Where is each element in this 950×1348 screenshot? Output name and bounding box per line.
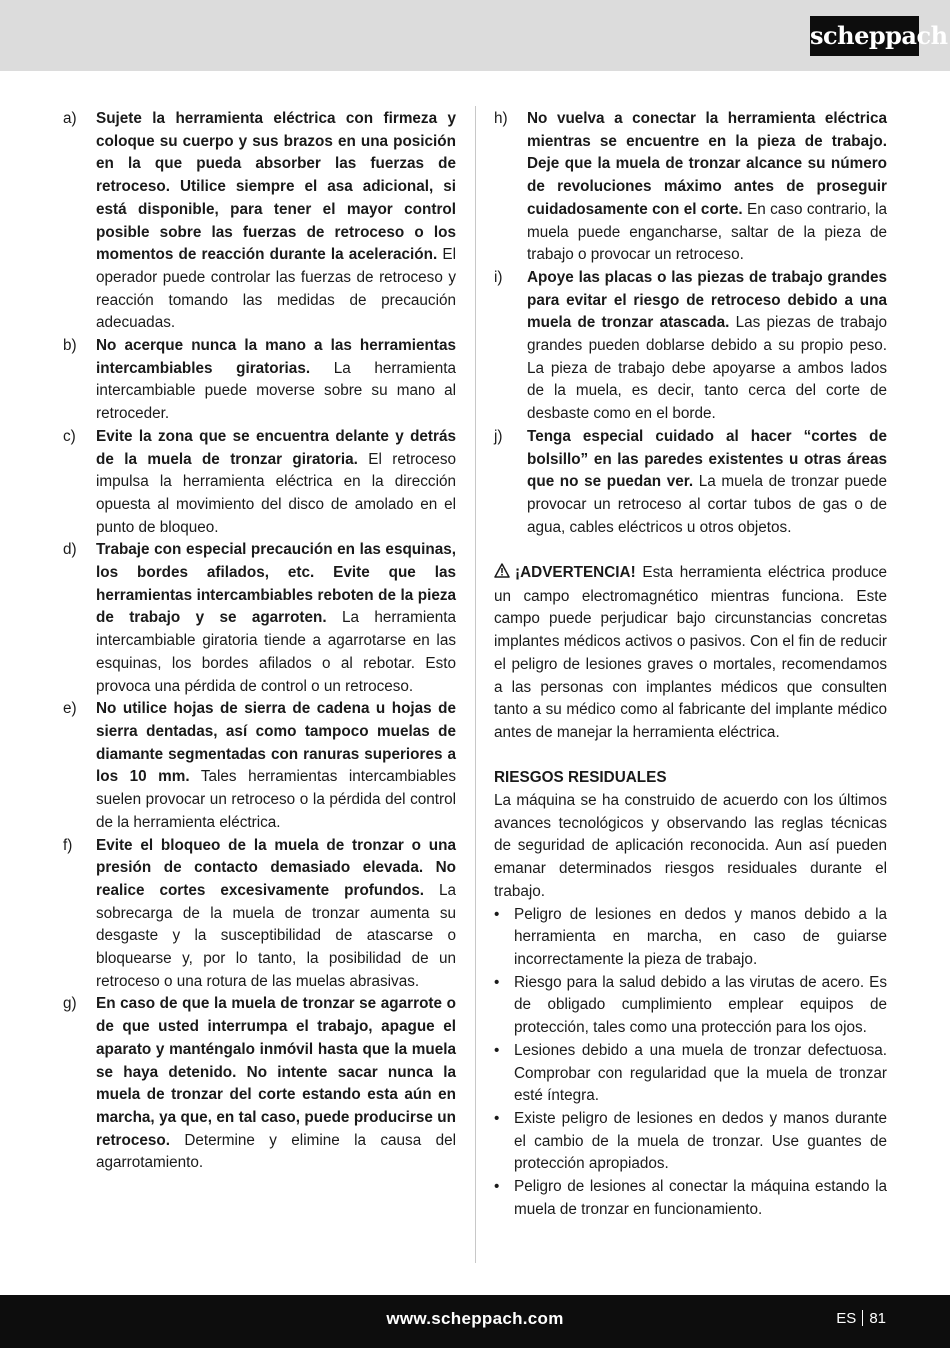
right-column: [494, 108, 887, 1221]
list-item: [63, 835, 456, 994]
item-label: e): [63, 700, 77, 718]
item-label: d): [63, 541, 77, 559]
warning-title: ¡ADVERTENCIA!: [515, 564, 636, 582]
bullet-text: Peligro de lesiones en dedos y manos debido a la herramienta en marcha, en caso de guiarse incorrectamente la pieza de trabajo.: [514, 905, 887, 968]
item-bold-text: Evite el bloqueo de la muela de tronzar o una presión de contacto demasiado elevada. No realice cortes excesivamente profundos.: [96, 836, 456, 899]
item-bold-text: Trabaje con especial precaución en las esquinas, los bordes afilados, etc. Evite que las herramientas intercambiables reboten de la pieza de trabajo y se agarroten.: [96, 541, 456, 627]
language-code: ES: [836, 1310, 857, 1327]
bullet-item: [494, 1108, 887, 1176]
residual-intro: La máquina se ha construido de acuerdo con los últimos avances tecnológicos y observando las reglas técnicas de seguridad de aplicación reconocida. Aun así pueden emanar determinados riesgos residuales durante el trabajo.: [494, 792, 887, 900]
left-column: [63, 108, 456, 1175]
item-text: El operador puede controlar las fuerzas de retroceso y reacción tomando las medidas de precaución adecuadas.: [96, 246, 456, 332]
page-number: 81: [869, 1310, 886, 1327]
bullet-text: Lesiones debido a una muela de tronzar defectuosa. Comprobar con regularidad que la muela de tronzar esté íntegra.: [514, 1041, 887, 1105]
item-label: c): [63, 427, 76, 445]
item-label: j): [494, 427, 503, 445]
list-item: [63, 539, 456, 698]
list-item: [63, 335, 456, 426]
list-item: [494, 426, 887, 540]
item-bold-text: No utilice hojas de sierra de cadena u hojas de sierra dentadas, así como tampoco muelas de diamante segmentadas con ranuras superiores a los 10 mm.: [96, 700, 456, 786]
item-bold-text: Apoye las placas o las piezas de trabajo grandes para evitar el riesgo de retroceso debido a una muela de tronzar atascada.: [527, 268, 887, 332]
bullet-dot-icon: •: [494, 1041, 500, 1059]
item-text: La herramienta intercambiable puede moverse sobre su mano al retroceder.: [96, 359, 456, 423]
list-item: [63, 698, 456, 834]
warning-paragraph: [494, 562, 887, 745]
item-bold-text: En caso de que la muela de tronzar se agarrote o de que usted interrumpa el trabajo, apague el aparato y manténgalo inmóvil hasta que la muela se haya detenido. No intente sacar nunca la muela de tronzar del corte estando esta aún en marcha, ya que, en tal caso, puede producirse un retroceso.: [96, 995, 456, 1149]
list-item: [494, 108, 887, 267]
item-text: La muela de tronzar puede provocar un retroceso al cortar tubos de gas o de agua, cables eléctricos u otros objetos.: [527, 473, 887, 536]
bullet-item: [494, 1176, 887, 1221]
item-label: a): [63, 110, 77, 127]
item-bold-text: No vuelva a conectar la herramienta eléctrica mientras se encuentre en la pieza de trabajo. Deje que la muela de tronzar alcance su número de revoluciones máximo antes de proseguir cuidadosamente con el corte.: [527, 110, 887, 218]
item-label: g): [63, 995, 77, 1013]
item-label: i): [494, 268, 503, 286]
bullet-item: [494, 972, 887, 1040]
bullet-dot-icon: •: [494, 1109, 500, 1127]
bullet-text: Peligro de lesiones al conectar la máquina estando la muela de tronzar en funcionamiento.: [514, 1178, 887, 1218]
item-text: Determine y elimine la causa del agarrotamiento.: [96, 1131, 456, 1172]
item-label: f): [63, 836, 73, 854]
bullet-dot-icon: •: [494, 1178, 500, 1196]
bullet-item: [494, 1040, 887, 1108]
item-bold-text: Sujete la herramienta eléctrica con firmeza y coloque su cuerpo y sus brazos en una posición en la que pueda absorber las fuerzas de retroceso. Utilice siempre el asa adicional, si está disponible, para tener el mayor control posible sobre las fuerzas de retroceso o los momentos de reacción durante la aceleración.: [96, 110, 456, 264]
list-item: [63, 993, 456, 1175]
page-indicator: [836, 1310, 886, 1327]
item-text: Las piezas de trabajo grandes pueden doblarse debido a su propio peso. La pieza de trabajo debe apoyarse a ambos lados de la muela, es decir, tanto cerca del corte de desbaste como en el borde.: [527, 314, 888, 423]
item-bold-text: Tenga especial cuidado al hacer “cortes de bolsillo” en las paredes existentes u otras áreas que no se puedan ver.: [527, 427, 887, 491]
item-text: La herramienta intercambiable giratoria tiende a agarrotarse en las esquinas, los bordes afilados o al rebotar. Esto provoca una pérdida de control o un retroceso.: [96, 609, 456, 695]
brand-logo: scheppach: [810, 16, 919, 56]
item-text: El retroceso impulsa la herramienta eléctrica en la dirección opuesta al movimiento del disco de amolado en el punto de bloqueo.: [96, 450, 456, 536]
footer-band: [0, 1295, 950, 1348]
list-item: [63, 108, 456, 335]
item-bold-text: Evite la zona que se encuentra delante y detrás de la muela de tronzar giratoria.: [96, 427, 456, 468]
item-text: Tales herramientas intercambiables suelen provocar un retroceso o la pérdida del control de la herramienta eléctrica.: [96, 768, 456, 831]
separator: [862, 1310, 863, 1326]
list-item: [494, 267, 887, 426]
item-text: La sobrecarga de la muela de tronzar aumenta su desgaste y la susceptibilidad de atascarse o bloquearse y, por lo tanto, la posibilidad de un retroceso o una rotura de las muelas abrasivas.: [96, 881, 456, 990]
warning-triangle-icon: [494, 563, 510, 586]
header-band: [0, 0, 950, 71]
list-item: [63, 426, 456, 540]
bullet-text: Existe peligro de lesiones en dedos y manos durante el cambio de la muela de tronzar. Use guantes de protección apropiados.: [514, 1109, 887, 1173]
item-text: En caso contrario, la muela puede engancharse, saltar de la pieza de trabajo o provocar un retroceso.: [527, 200, 887, 264]
warning-text: Esta herramienta eléctrica produce un campo electromagnético mientras funciona. Este campo puede perjudicar bajo circunstancias concretas implantes médicos activos o pasivos. Con el fin de reducir el peligro de lesiones graves o mortales, recomendamos a las personas con implantes médicos que consulten tanto a su médico como al fabricante del implante médico antes de manejar la herramienta eléctrica.: [494, 564, 887, 741]
item-label: b): [63, 337, 77, 355]
footer-url-link[interactable]: www.scheppach.com: [386, 1309, 564, 1328]
bullet-item: [494, 904, 887, 972]
bullet-dot-icon: •: [494, 905, 500, 923]
bullet-dot-icon: •: [494, 973, 500, 991]
bullet-text: Riesgo para la salud debido a las virutas de acero. Es de obligado cumplimiento emplear equipos de protección, tales como una protección para los ojos.: [514, 973, 887, 1037]
item-label: h): [494, 110, 508, 127]
column-divider: [475, 106, 476, 1263]
item-bold-text: No acerque nunca la mano a las herramientas intercambiables giratorias.: [96, 337, 456, 377]
section-title: RIESGOS RESIDUALES: [494, 769, 667, 787]
